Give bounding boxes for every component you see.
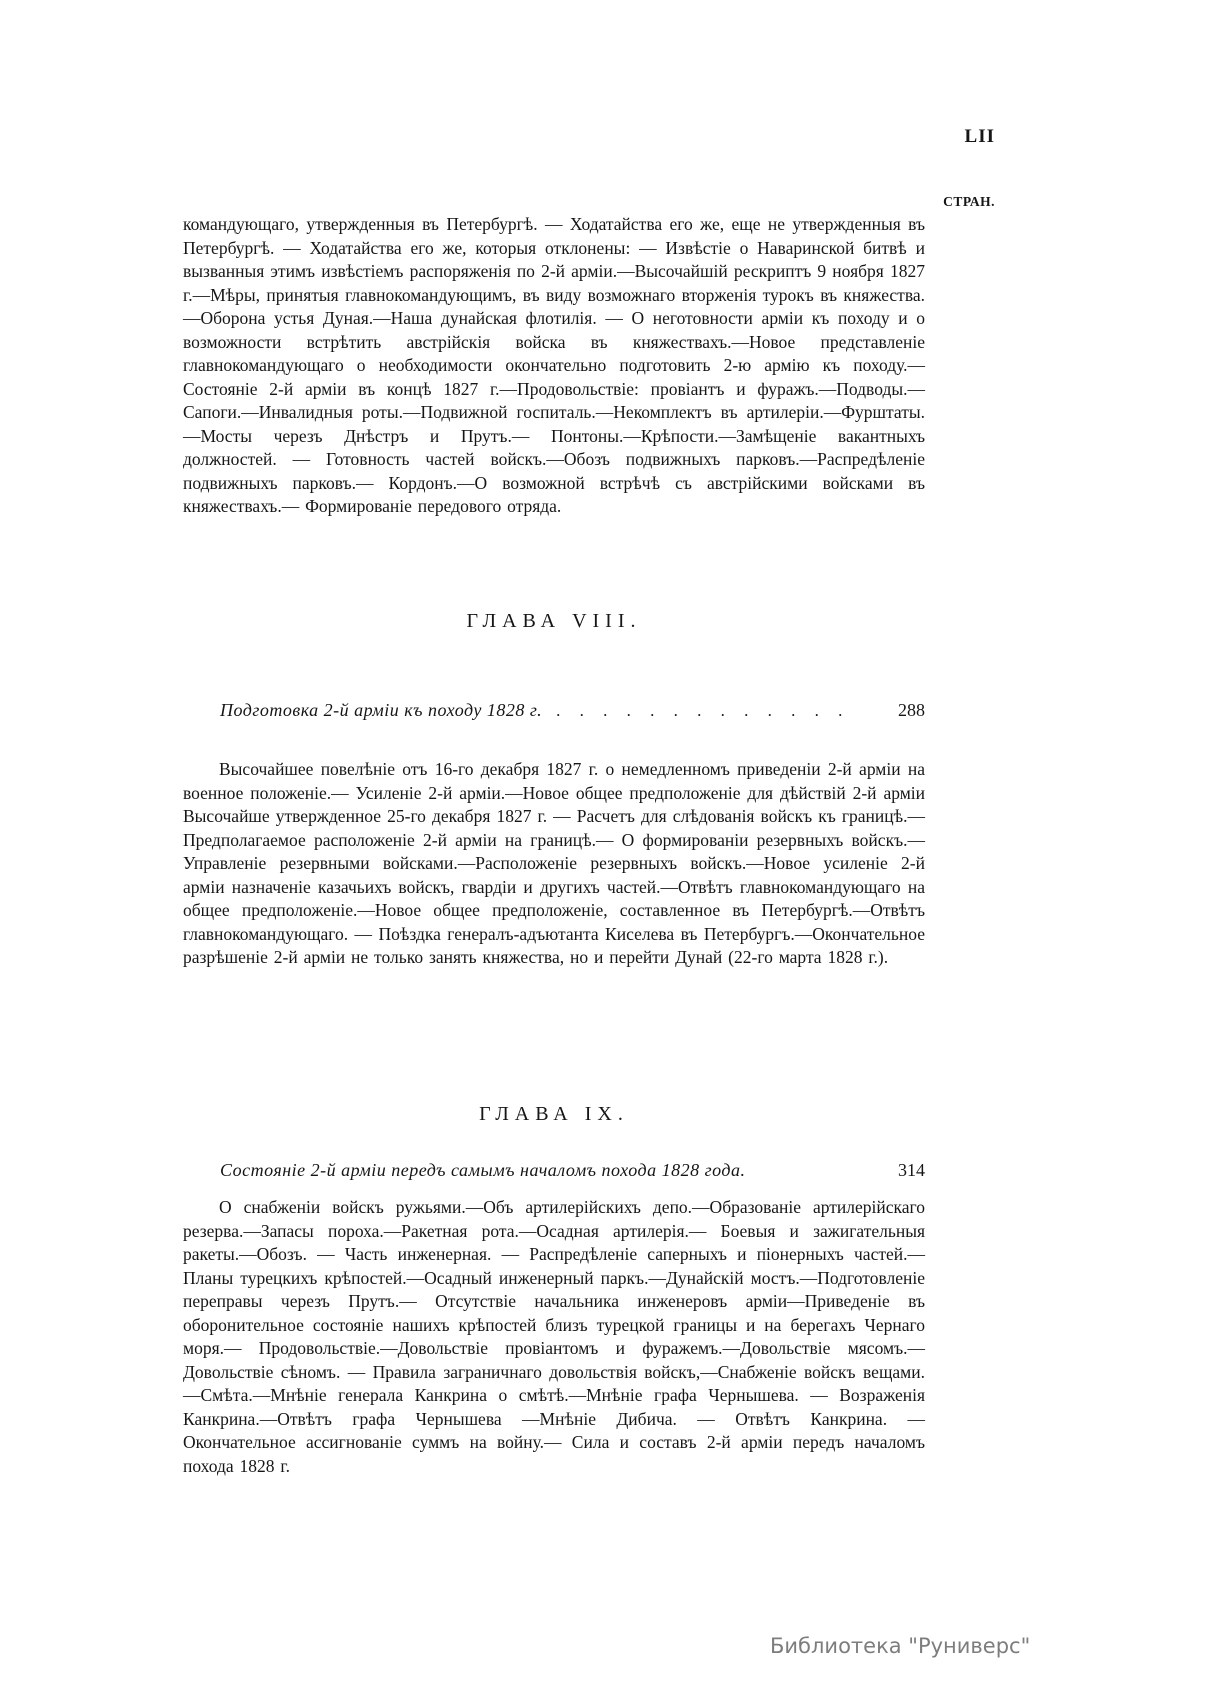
chapter9-heading: ГЛАВА IX. [479, 1103, 629, 1125]
chapter9-toc-page-number: 314 [898, 1160, 925, 1180]
chapter9-toc-title: Состояніе 2-й арміи передъ самымъ началомъ похода 1828 года. [220, 1160, 746, 1180]
chapter9-summary-paragraph: О снабженіи войскъ ружьями.—Объ артилерійскихъ депо.—Образованіе артилерійскаго резерва.—Запасы пороха.—Ракетная рота.—Осадная артилерія.— Боевыя и зажигательныя ракеты.—Обозъ. — Часть инженерная. — Распредѣленіе саперныхъ и піонерныхъ частей.—Планы турецкихъ крѣпостей.—Осадный инженерный паркъ.—Дунайскій мостъ.—Подготовленіе переправы черезъ Прутъ.— Отсутствіе начальника инженеровъ арміи—Приведеніе въ оборонительное состояніе нашихъ крѣпостей близъ турецкой границы и на берегахъ Чернаго моря.— Продовольствіе.—Довольствіе провіантомъ и фуражемъ.—Довольствіе мясомъ.— Довольствіе сѣномъ. — Правила заграничнаго довольствія войскъ,—Снабженіе войскъ вещами.—Смѣта.—Мнѣніе генерала Канкрина о смѣтѣ.—Мнѣніе графа Чернышева. — Возраженія Канкрина.—Отвѣтъ графа Чернышева —Мнѣніе Дибича. — Отвѣтъ Канкрина. — Окончательное ассигнованіе суммъ на войну.— Сила и составъ 2-й арміи передъ началомъ похода 1828 г. [183, 1197, 925, 1476]
chapter8-toc-line [183, 700, 925, 721]
page-column-header: СТРАН. [943, 194, 995, 209]
chapter9-toc-line [183, 1160, 925, 1181]
chapter8-toc-dot-leader: . . . . . . . . . . . . . [556, 701, 843, 720]
chapter8-summary-paragraph: Высочайшее повелѣніе отъ 16-го декабря 1827 г. о немедленномъ приведеніи 2-й арміи на военное положеніе.— Усиленіе 2-й арміи.—Новое общее предположеніе для дѣйствій 2-й арміи Высочайше утвержденное 25-го декабря 1827 г. — Расчетъ для слѣдованія войскъ къ границѣ.—Предполагаемое расположеніе 2-й арміи на границѣ.— О формированіи резервныхъ войскъ.—Управленіе резервными войсками.—Расположеніе резервныхъ войскъ.—Новое усиленіе 2-й арміи назначеніе казачьихъ войскъ, гвардіи и другихъ частей.—Отвѣтъ главнокомандующаго на общее предположеніе.—Новое общее предположеніе, составленное въ Петербургѣ.—Отвѣтъ главнокомандующаго. — Поѣздка генералъ-адъютанта Киселева въ Петербургъ.—Окончательное разрѣшеніе 2-й арміи не только занять княжества, но и перейти Дунай (22-го марта 1828 г.). [183, 759, 925, 967]
chapter8-heading: ГЛАВА VIII. [466, 610, 642, 632]
page-number-roman: LII [964, 126, 995, 147]
chapter7-summary-paragraph: командующаго, утвержденныя въ Петербургѣ. — Ходатайства его же, еще не утвержденныя въ Петербургѣ. — Ходатайства его же, которыя отклонены: — Извѣстіе о Наваринской битвѣ и вызванныя этимъ извѣстіемъ распоряженія по 2-й арміи.—Высочайшій рескриптъ 9 ноября 1827 г.—Мѣры, принятыя главнокомандующимъ, въ виду возможнаго вторженія турокъ въ княжества.—Оборона устья Дуная.—Наша дунайская флотилія. — О неготовности арміи къ походу и о возможности встрѣтить австрійскія войска въ княжествахъ.—Новое представленіе главнокомандующаго о необходимости окончательно подготовить 2-ю армію къ походу.—Состояніе 2-й арміи въ концѣ 1827 г.—Продовольствіе: провіантъ и фуражъ.—Подводы.—Сапоги.—Инвалидныя роты.—Подвижной госпиталь.—Некомплектъ въ артилеріи.—Фурштаты.—Мосты черезъ Днѣстръ и Прутъ.— Понтоны.—Крѣпости.—Замѣщеніе вакантныхъ должностей. — Готовность частей войскъ.—Обозъ подвижныхъ парковъ.—Распредѣленіе подвижныхъ парковъ.— Кордонъ.—О возможной встрѣчѣ съ австрійскими войсками въ княжествахъ.— Формированіе передового отряда. [183, 214, 925, 516]
chapter8-toc-page-number: 288 [898, 700, 925, 720]
library-watermark: Библиотека "Руниверс" [770, 1634, 1031, 1658]
chapter8-toc-title: Подготовка 2-й арміи къ походу 1828 г. [220, 700, 543, 720]
